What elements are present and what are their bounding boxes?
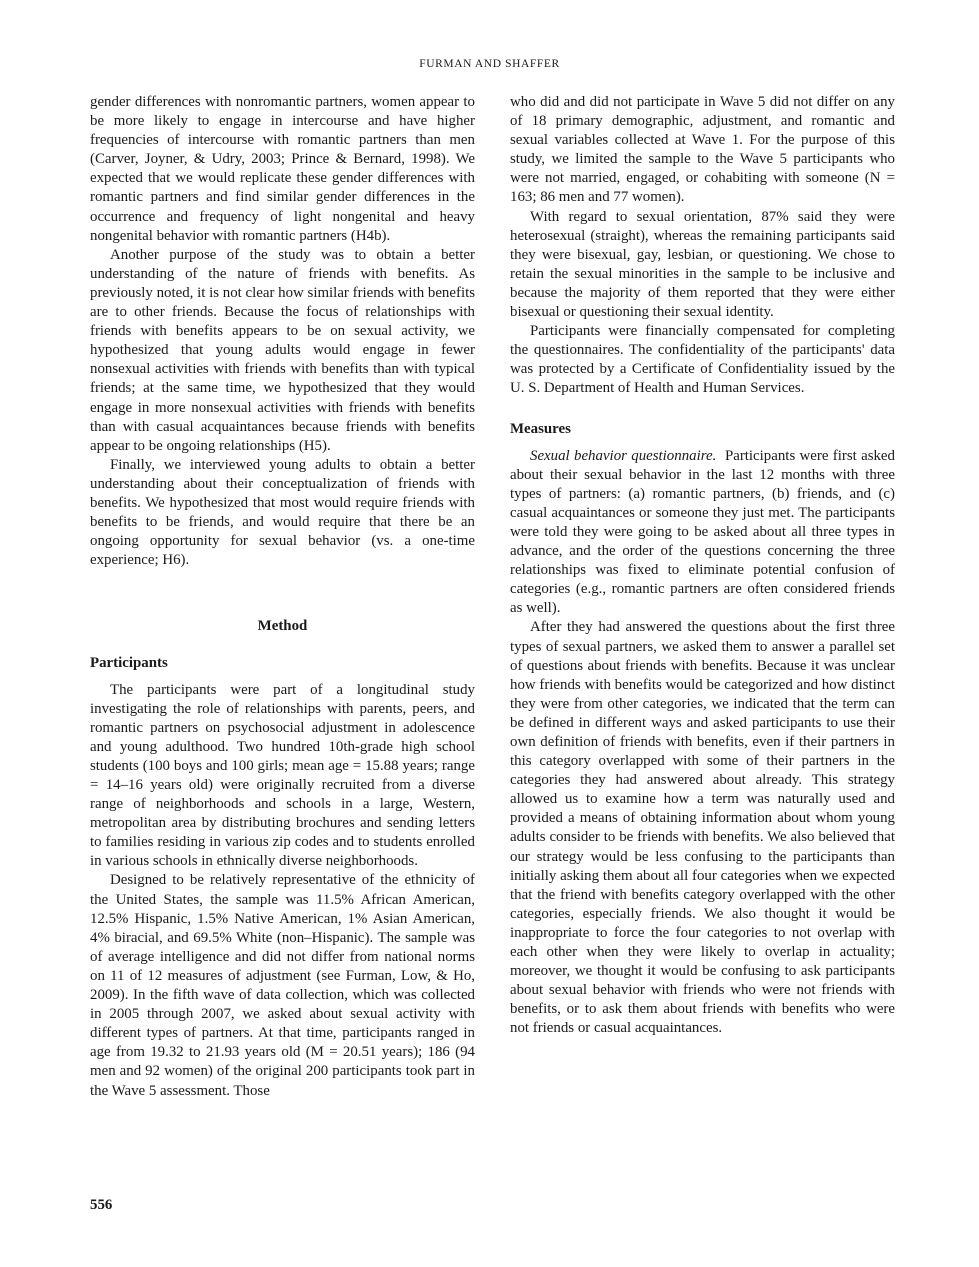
right-column — [510, 93, 895, 1039]
paragraph — [510, 447, 895, 619]
paragraph: gender differences with nonromantic partners, women appear to be more likely to engage in intercourse and have higher frequencies of intercourse with romantic partners than men (Carver, Joyner, & Udry, 2003; Prince & Bernard, 1998). We expected that we would replicate these gender differences with romantic partners and find similar gender differences in the occurrence and frequency of light nongenital and heavy nongenital behavior with romantic partners (H4b). — [90, 94, 475, 244]
paragraph: Another purpose of the study was to obtain a better understanding of the nature of friends with benefits. As previously noted, it is not clear how similar friends with benefits are to other friends. Because the focus of relationships with friends with benefits appears to be on sexual activity, we hypothesized that young adults would engage in fewer nonsexual activities with friends with benefits than with typical friends; at the same time, we hypothesized that they would engage in more nonsexual activities with friends with benefits than with casual acquaintances because friends with benefits appear to be ongoing relationships (H5). — [90, 246, 476, 454]
paragraph: After they had answered the questions about the first three types of sexual partners, we asked them to answer a parallel set of questions about friends with benefits. Because it was unclear how friends with benefits would be categorized and how distinct they were from other categories, we indicated that the term can be defined in different ways and asked participants to use their own definition of friends with benefits, even if their partners in this category overlapped with some of their partners in the categories they had answered about already. This strategy allowed us to examine how a term was naturally used and provided a means of obtaining information about whom young adults consider to be friends with benefits. We also believed that our strategy would be less confusing to the participants than initially asking them about all four categories when we expected that the friend with benefits category overlapped with the other categories, especially friends. We also thought it would be inappropriate to force the four categories to not overlap with each other when they were likely to overlap in actuality; moreover, we thought it would be confusing to ask participants about sexual behavior with friends who were not friends with benefits, or to ask them about friends with benefits who were not friends or casual acquaintances. — [510, 619, 895, 1037]
paragraph: Designed to be relatively representative of the ethnicity of the United States, the sample was 11.5% African American, 12.5% Hispanic, 1.5% Native American, 1% Asian American, 4% biracial, and 69.5% White (non–Hispanic). The sample was of average intelligence and did not differ from national norms on 11 of 12 measures of adjustment (see Furman, Low, & Ho, 2009). In the fifth wave of data collection, which was collected in 2005 through 2007, we asked about sexual activity with different types of partners. At that time, participants ranged in age from 19.32 to 21.93 years old (M = 20.51 years); 186 (94 men and 92 women) of the original 200 participants took part in the Wave 5 assessment. Those — [90, 872, 475, 1099]
paragraph: With regard to sexual orientation, 87% said they were heterosexual (straight), whereas the remaining participants said they were bisexual, gay, lesbian, or questioning. We chose to retain the sexual minorities in the sample to be inclusive and because the majority of them reported that they were either bisexual or questioning their sexual identity. — [510, 208, 895, 321]
left-column — [90, 93, 475, 1101]
paragraph: Participants were financially compensated for completing the questionnaires. The confidentiality of the participants' data was protected by a Certificate of Confidentiality issued by the U. S. Department of Health and Human Services. — [510, 323, 895, 397]
subsection-heading-measures: Measures — [510, 420, 571, 437]
page-number: 556 — [90, 1197, 113, 1213]
paragraph-text: Participants were first asked about their sexual behavior in the last 12 months with three types of partners: (a) romantic partners, (b) friends, and (c) casual acquaintances or someone they just met. The participants were told they were going to be asked about all three types in advance, and the order of the questions concerning the three relationships was fixed to eliminate potential confusion of categories (e.g., romantic partners are often considered friends as well). — [510, 447, 895, 617]
paragraph: Finally, we interviewed young adults to obtain a better understanding about their conceptualization of friends with benefits. We hypothesized that most would require friends with benefits to be friends, and would require that there be an ongoing opportunity for sexual behavior (vs. a one-time experience; H6). — [90, 456, 475, 569]
subsection-heading-participants: Participants — [90, 655, 168, 672]
run-in-heading: Sexual behavior questionnaire. — [530, 447, 717, 464]
paragraph: who did and did not participate in Wave 5 did not differ on any of 18 primary demographic, adjustment, and romantic and sexual variables collected at Wave 1. For the purpose of this study, we limited the sample to the Wave 5 participants who were not married, engaged, or cohabiting with someone (N = 163; 86 men and 77 women). — [510, 94, 895, 206]
section-heading-method: Method — [257, 618, 308, 635]
running-head: FURMAN AND SHAFFER — [419, 58, 560, 70]
paragraph: The participants were part of a longitudinal study investigating the role of relationships with parents, peers, and romantic partners on psychosocial adjustment in adolescence and young adulthood. Two hundred 10th-grade high school students (100 boys and 100 girls; mean age = 15.88 years; range = 14–16 years old) were originally recruited from a diverse range of neighborhoods and schools in a large, Western, metropolitan area by distributing brochures and sending letters to families residing in various zip codes and to students enrolled in various schools in ethnically diverse neighborhoods. — [90, 681, 475, 870]
